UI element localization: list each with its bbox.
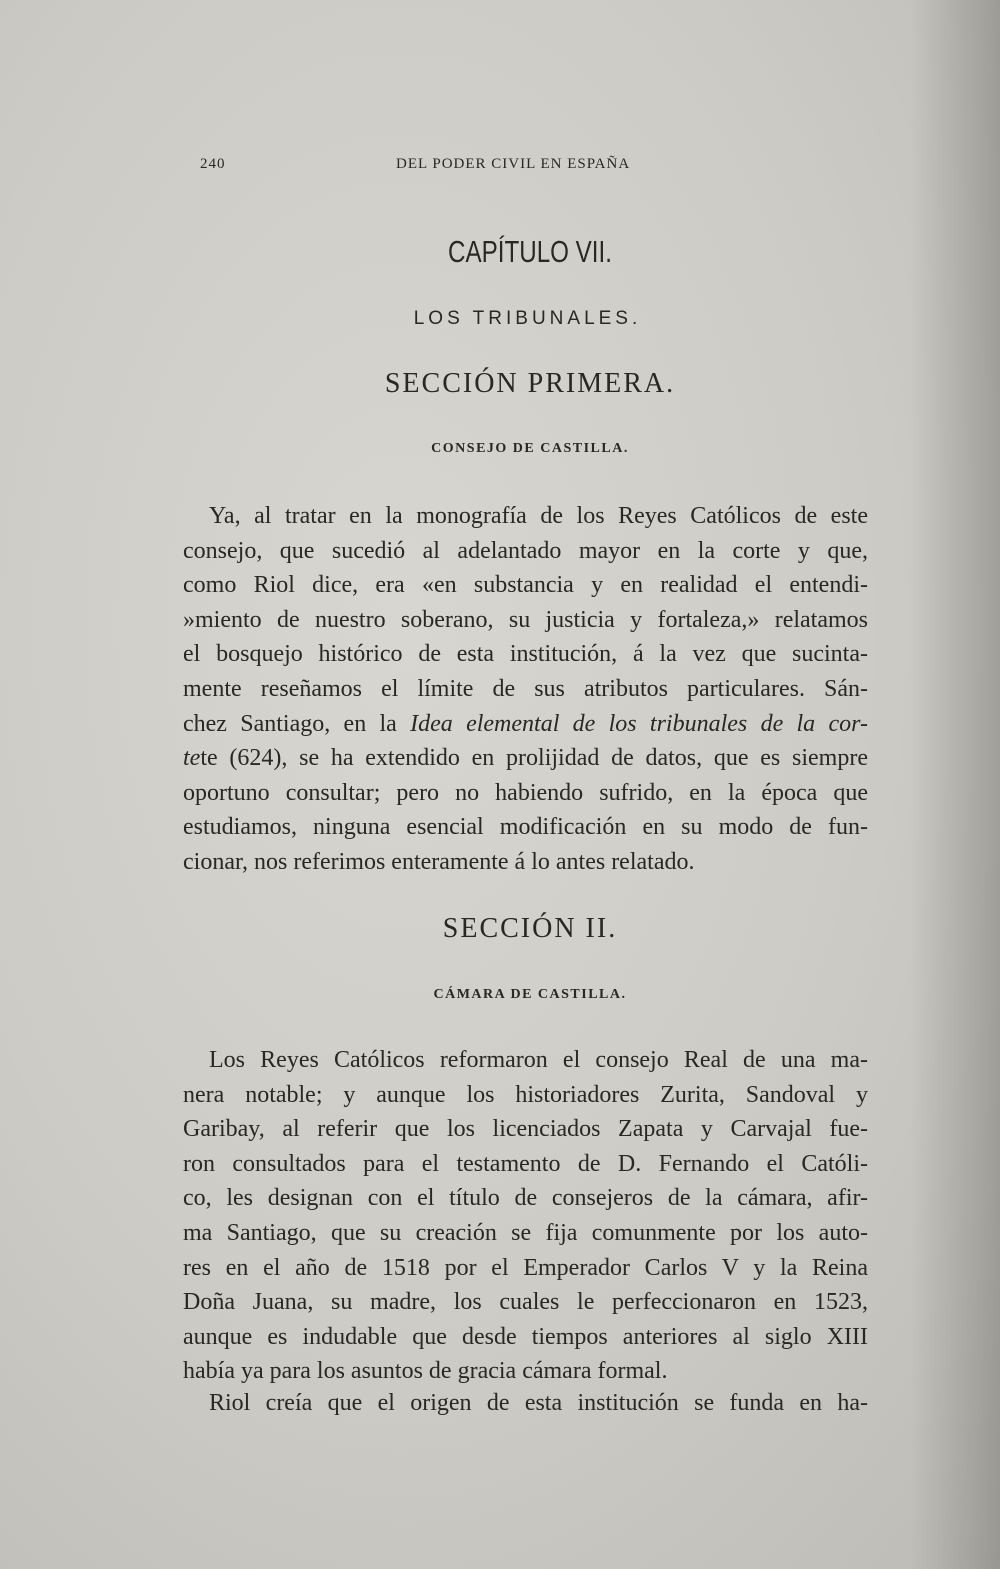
italic-book-title-end: te	[183, 745, 201, 772]
section-title-2: CÁMARA DE CASTILLA.	[433, 987, 627, 1002]
text-line: Doña Juana, su madre, los cuales le perfeccionaron en 1523,	[183, 1289, 868, 1316]
text-line: consejo, que sucedió al adelantado mayor en la corte y que,	[183, 537, 868, 564]
paragraph-3	[183, 1386, 868, 1421]
section-heading-1: SECCIÓN PRIMERA.	[384, 368, 676, 399]
text-line: Riol creía que el origen de esta institución se funda en ha-	[209, 1390, 868, 1416]
text-line: cionar, nos referimos enteramente á lo antes relatado.	[183, 848, 695, 875]
chapter-title: CAPÍTULO VII.	[448, 234, 612, 269]
text-line: Ya, al tratar en la monografía de los Reyes Católicos de este	[209, 503, 868, 529]
text-run: te (624), se ha extendido en prolijidad de datos, que es siempre	[200, 745, 868, 772]
running-head	[200, 156, 660, 180]
text-line: el bosquejo histórico de esta institución, á la vez que sucinta-	[183, 641, 868, 668]
text-line: co, les designan con el título de consejeros de la cámara, afir-	[183, 1185, 868, 1212]
text-line: había ya para los asuntos de gracia cámara formal.	[183, 1358, 668, 1385]
page-edge-shadow	[910, 0, 1000, 1569]
text-line: Garibay, al referir que los licenciados Zapata y Carvajal fue-	[183, 1116, 868, 1143]
text-run: chez Santiago, en la	[183, 710, 411, 737]
text-line: aunque es indudable que desde tiempos anteriores al siglo XIII	[183, 1323, 868, 1350]
paragraph-1	[183, 499, 868, 880]
text-line: nera notable; y aunque los historiadores Zurita, Sandoval y	[183, 1081, 868, 1108]
text-line: estudiamos, ninguna esencial modificación en su modo de fun-	[183, 814, 868, 841]
section-title-1: CONSEJO DE CASTILLA.	[431, 441, 629, 456]
text-line: oportuno consultar; pero no habiendo sufrido, en la época que	[183, 779, 868, 806]
page-number: 240	[200, 156, 226, 172]
text-line: como Riol dice, era «en substancia y en realidad el entendi-	[183, 572, 868, 599]
italic-book-title: Idea elemental de los tribunales de la cor-	[410, 710, 868, 737]
text-line-mixed	[183, 707, 868, 742]
text-line: ma Santiago, que su creación se fija comunmente por los auto-	[183, 1219, 868, 1246]
text-line: res en el año de 1518 por el Emperador Carlos V y la Reina	[183, 1254, 868, 1281]
section-heading-2: SECCIÓN II.	[442, 913, 618, 944]
text-line: Los Reyes Católicos reformaron el consejo Real de una ma-	[209, 1047, 868, 1073]
text-line: ron consultados para el testamento de D. Fernando el Católi-	[183, 1150, 868, 1177]
text-line-mixed	[183, 741, 868, 776]
text-line: »miento de nuestro soberano, su justicia y fortaleza,» relatamos	[183, 606, 868, 633]
chapter-subtitle: LOS TRIBUNALES.	[413, 308, 642, 329]
text-line: mente reseñamos el límite de sus atributos particulares. Sán-	[183, 675, 868, 702]
paragraph-2	[183, 1043, 868, 1389]
running-title: DEL PODER CIVIL EN ESPAÑA	[396, 156, 631, 172]
